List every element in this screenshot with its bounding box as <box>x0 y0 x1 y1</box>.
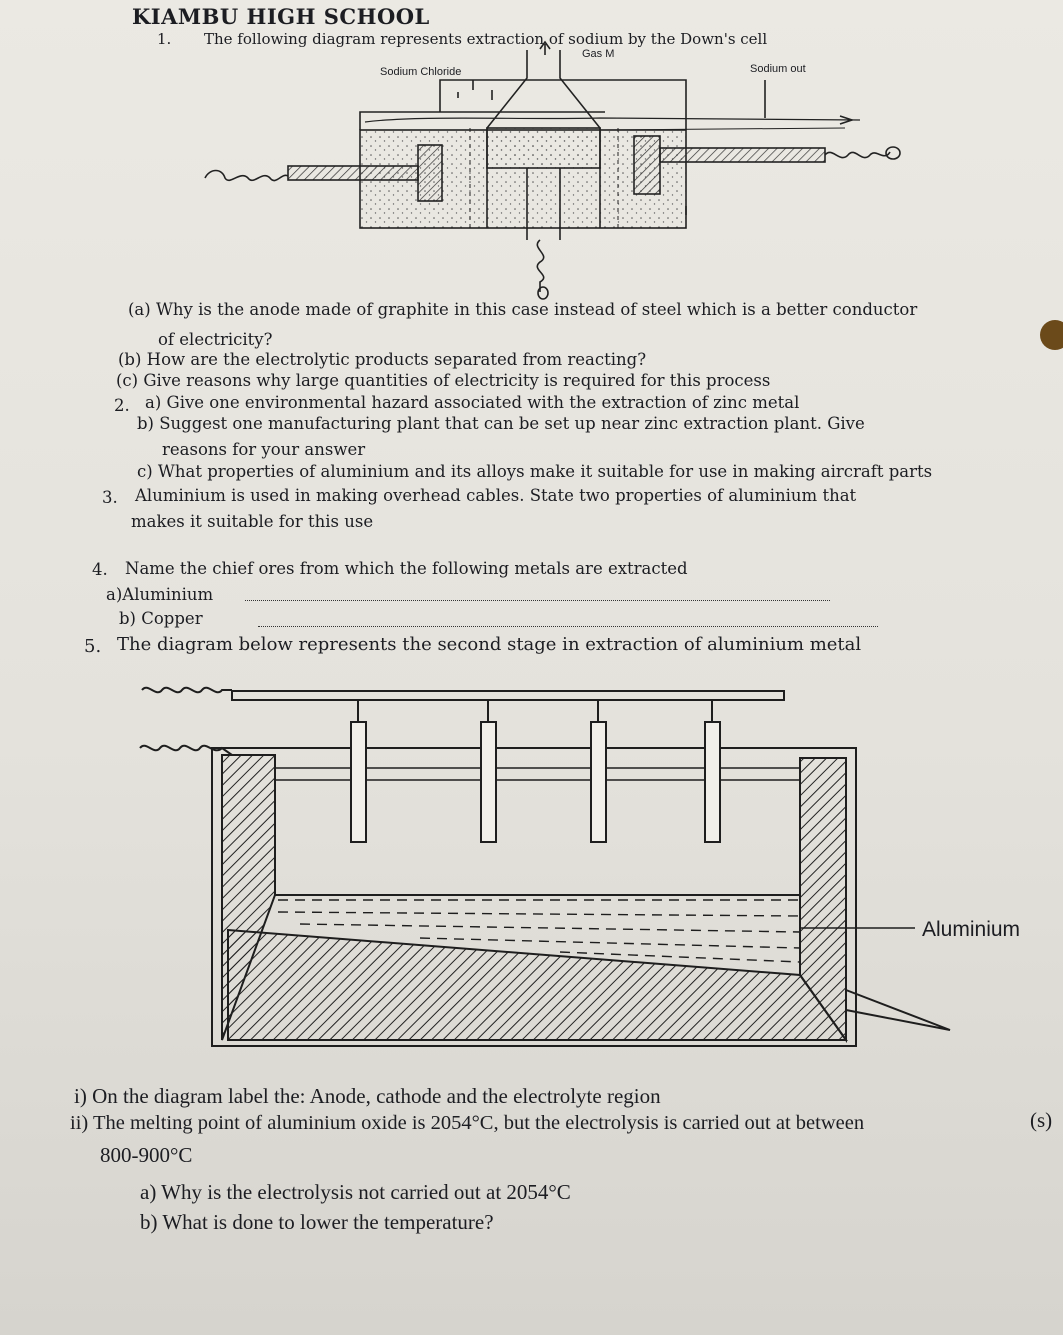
q1-text: The following diagram represents extraction of sodium by the Down's cell <box>204 30 768 48</box>
q4b-answer-line <box>258 626 878 627</box>
q5-ii-b: b) What is done to lower the temperature? <box>140 1210 494 1234</box>
q1a-line2: of electricity? <box>158 330 273 349</box>
q4a-answer-line <box>245 600 830 601</box>
q3-number: 3. <box>102 488 118 507</box>
q5-text: The diagram below represents the second stage in extraction of aluminium metal <box>117 634 862 655</box>
label-gas-m: Gas M <box>582 48 615 60</box>
label-sodium-chloride: Sodium Chloride <box>380 66 462 78</box>
q1-number: 1. <box>157 30 172 48</box>
label-aluminium: Aluminium <box>922 918 1021 941</box>
q5-number: 5. <box>84 636 102 657</box>
q1a-line1: (a) Why is the anode made of graphite in this case instead of steel which is a better conductor <box>128 300 918 319</box>
q5-marks: (s) <box>1030 1108 1053 1132</box>
q4-text: Name the chief ores from which the following metals are extracted <box>125 559 688 578</box>
q5-ii-line1: ii) The melting point of aluminium oxide is 2054°C, but the electrolysis is carried out at between <box>70 1112 865 1134</box>
q4b-label: b) Copper <box>119 609 203 628</box>
q1b: (b) How are the electrolytic products separated from reacting? <box>118 350 647 369</box>
q3-line1: Aluminium is used in making overhead cables. State two properties of aluminium that <box>135 486 857 505</box>
q4a-label: a)Aluminium <box>106 585 214 604</box>
q2-number: 2. <box>114 396 130 415</box>
q2b-line2: reasons for your answer <box>162 440 366 459</box>
q1c: (c) Give reasons why large quantities of electricity is required for this process <box>116 371 771 390</box>
q5-ii-line2: 800-900°C <box>100 1143 193 1167</box>
q4-number: 4. <box>92 560 108 579</box>
label-sodium-out: Sodium out <box>750 63 806 75</box>
school-name: KIAMBU HIGH SCHOOL <box>132 4 430 29</box>
q2b-line1: b) Suggest one manufacturing plant that can be set up near zinc extraction plant. Give <box>137 414 865 433</box>
ink-blot <box>1040 320 1063 350</box>
q2c: c) What properties of aluminium and its alloys make it suitable for use in making aircraft parts <box>137 462 933 481</box>
q5-i: i) On the diagram label the: Anode, cathode and the electrolyte region <box>74 1084 661 1108</box>
q3-line2: makes it suitable for this use <box>131 512 374 531</box>
q5-ii-a: a) Why is the electrolysis not carried out at 2054°C <box>140 1180 571 1204</box>
q2a: a) Give one environmental hazard associated with the extraction of zinc metal <box>145 393 800 412</box>
